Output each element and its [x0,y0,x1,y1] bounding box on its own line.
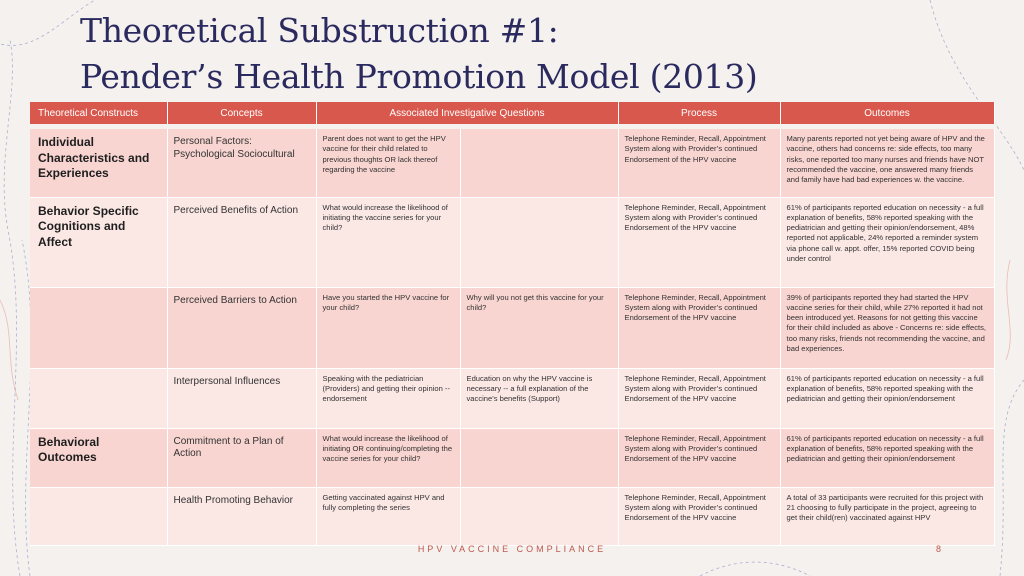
title-line-2: Pender’s Health Promotion Model (2013) [80,57,758,96]
question-cell: What would increase the likelihood of initiating the vaccine series for your child? [316,197,460,287]
question-cell-2 [460,428,618,487]
slide-title [80,8,758,100]
construct-cell: Behavior Specific Cognitions and Affect [30,197,167,287]
header-theoretical-constructs: Theoretical Constructs [30,102,167,124]
construct-cell [30,287,167,368]
footer-title: HPV VACCINE COMPLIANCE [417,544,607,554]
question-cell: Getting vaccinated against HPV and fully completing the series [316,487,460,545]
question-cell: What would increase the likelihood of initiating OR continuing/completing the vaccine series for your child? [316,428,460,487]
question-cell-2: Why will you not get this vaccine for your child? [460,287,618,368]
outcome-cell: A total of 33 participants were recruited for this project with 21 choosing to fully participate in the project, agreeing to get their child(ren) vaccinated against HPV [780,487,994,545]
construct-cell: Behavioral Outcomes [30,428,167,487]
title-line-1: Theoretical Substruction #1: [80,11,559,50]
header-process: Process [618,102,780,124]
question-cell: Have you started the HPV vaccine for your child? [316,287,460,368]
question-cell-2 [460,129,618,197]
process-cell: Telephone Reminder, Recall, Appointment System along with Provider’s continued Endorsement of the HPV vaccine [618,428,780,487]
table-row [30,287,994,368]
concept-cell: Interpersonal Influences [167,368,316,428]
outcome-cell: 61% of participants reported education on necessity - a full explanation of benefits, 58% reported speaking with the pediatrician and getting their opinion/endorsement [780,428,994,487]
process-cell: Telephone Reminder, Recall, Appointment System along with Provider’s continued Endorsement of the HPV vaccine [618,197,780,287]
concept-cell: Commitment to a Plan of Action [167,428,316,487]
outcome-cell: Many parents reported not yet being aware of HPV and the vaccine, others had concerns re: side effects, too many risks, one reported too many nurses and friends have NOT recommended the vaccine, one answered many friends and family have had bad experiences w. the vaccine. [780,129,994,197]
concept-cell: Perceived Benefits of Action [167,197,316,287]
table-row [30,368,994,428]
page-number: 8 [936,544,942,554]
process-cell: Telephone Reminder, Recall, Appointment System along with Provider’s continued Endorsement of the HPV vaccine [618,487,780,545]
outcome-cell: 39% of participants reported they had started the HPV vaccine series for their child, while 27% reported it had not been introduced yet. Reasons for not getting this vaccine for their child included as above - Concerns re: side effects, too many risks, friends not recommending the vaccine, and bad experiences. [780,287,994,368]
process-cell: Telephone Reminder, Recall, Appointment System along with Provider’s continued Endorsement of the HPV vaccine [618,287,780,368]
construct-cell [30,368,167,428]
outcome-cell: 61% of participants reported education on necessity - a full explanation of benefits, 58% reported speaking with the pediatrician and getting their opinion/endorsement, 48% reported not applicable, 24% reported a reminder system via phone call w. appt. offer, 15% reported COVID being under control [780,197,994,287]
table-row [30,197,994,287]
table-row [30,129,994,197]
table-row [30,487,994,545]
table-header-row [30,102,994,124]
question-cell-2: Education on why the HPV vaccine is necessary -- a full explanation of the vaccine's benefits (Support) [460,368,618,428]
process-cell: Telephone Reminder, Recall, Appointment System along with Provider’s continued Endorsement of the HPV vaccine [618,129,780,197]
process-cell: Telephone Reminder, Recall, Appointment System along with Provider’s continued Endorsement of the HPV vaccine [618,368,780,428]
table-row [30,428,994,487]
question-cell: Parent does not want to get the HPV vaccine for their child related to previous thoughts OR lack thereof regarding the vaccine [316,129,460,197]
header-investigative-questions: Associated Investigative Questions [316,102,618,124]
concept-cell: Health Promoting Behavior [167,487,316,545]
construct-cell: Individual Characteristics and Experiences [30,129,167,197]
question-cell: Speaking with the pediatrician (Providers) and getting their opinion -- endorsement [316,368,460,428]
header-outcomes: Outcomes [780,102,994,124]
question-cell-2 [460,197,618,287]
construct-cell [30,487,167,545]
header-concepts: Concepts [167,102,316,124]
outcome-cell: 61% of participants reported education on necessity - a full explanation of benefits, 58% reported speaking with the pediatrician and getting their opinion/endorsement [780,368,994,428]
question-cell-2 [460,487,618,545]
concept-cell: Perceived Barriers to Action [167,287,316,368]
concept-cell: Personal Factors: Psychological Sociocultural [167,129,316,197]
substruction-table [30,102,995,546]
